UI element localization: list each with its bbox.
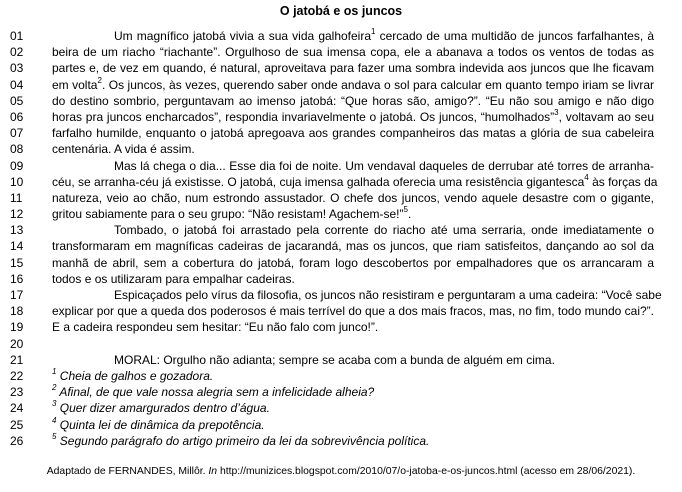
line-text bbox=[52, 287, 662, 303]
text-segment: Quer dizer amargurados dentro d’água. bbox=[56, 401, 270, 416]
text-segment: horas pra juncos encharcados”, respondia invariavelmente o jatobá. Os juncos, “humolhados” bbox=[52, 109, 555, 124]
text-segment: Cheia de galhos e gozadora. bbox=[56, 368, 214, 383]
text-line bbox=[0, 44, 682, 60]
line-text bbox=[52, 319, 654, 335]
line-number: 18 bbox=[10, 304, 24, 319]
text-line bbox=[0, 433, 682, 449]
line-number: 06 bbox=[10, 109, 24, 124]
text-segment: beira de um riacho “riachante”. Orgulhoso de sua imensa copa, ele a abanava a todos os ventos de todas as bbox=[52, 45, 654, 60]
text-segment: às forças da bbox=[588, 174, 658, 189]
footnote-marker: 3 bbox=[554, 107, 559, 117]
text-line bbox=[0, 319, 682, 335]
footnote-marker: 4 bbox=[52, 415, 57, 425]
text-line bbox=[0, 60, 682, 76]
line-number: 07 bbox=[10, 126, 24, 141]
text-line bbox=[0, 352, 682, 368]
text-line bbox=[0, 125, 682, 141]
line-text bbox=[52, 238, 654, 254]
text-segment: Mas lá chega o dia... Esse dia foi de noite. Um vendaval daqueles de derrubar até torres de arranha- bbox=[114, 158, 654, 173]
line-text bbox=[52, 206, 654, 222]
line-number: 21 bbox=[10, 352, 24, 367]
text-line bbox=[0, 158, 682, 174]
footnote-marker: 5 bbox=[403, 205, 408, 215]
text-segment: . bbox=[407, 207, 412, 222]
text-line bbox=[0, 238, 682, 254]
source-rest: http://munizices.blogspot.com/2010/07/o-jatoba-e-os-juncos.html (acesso em 28/06/2021). bbox=[217, 466, 636, 477]
line-text bbox=[52, 125, 654, 141]
line-number: 22 bbox=[10, 368, 24, 383]
text-line bbox=[0, 222, 682, 238]
line-text bbox=[52, 109, 654, 125]
text-line bbox=[0, 141, 682, 157]
line-number: 16 bbox=[10, 271, 24, 286]
line-number: 03 bbox=[10, 61, 24, 76]
line-number: 01 bbox=[10, 29, 24, 43]
text-segment: Quinta lei de dinâmica da prepotência. bbox=[56, 417, 265, 432]
source-citation bbox=[0, 465, 682, 479]
text-segment: , voltavam ao seu bbox=[558, 109, 654, 124]
line-text bbox=[52, 172, 658, 190]
line-text bbox=[52, 190, 654, 206]
text-line bbox=[0, 368, 682, 384]
document-title: O jatobá e os juncos bbox=[279, 4, 403, 18]
text-line bbox=[0, 93, 682, 109]
text-line bbox=[0, 206, 682, 222]
footnote-marker: 1 bbox=[52, 366, 57, 376]
text-segment: gritou sabiamente para o seu grupo: “Não resistam! Agachem-se!” bbox=[52, 207, 404, 222]
source-in: In bbox=[208, 466, 218, 477]
text-segment: cercado de uma multidão de juncos farfalhantes, à bbox=[375, 29, 654, 43]
line-text bbox=[52, 60, 654, 76]
text-segment: Tombado, o jatobá foi arrastado pela corrente do riacho até uma serraria, onde imediatamente o bbox=[114, 223, 654, 238]
line-text bbox=[52, 384, 654, 400]
line-text bbox=[52, 368, 654, 384]
line-number: 13 bbox=[10, 223, 24, 238]
text-line bbox=[0, 109, 682, 125]
footnote-marker: 2 bbox=[52, 383, 57, 393]
line-number: 19 bbox=[10, 320, 24, 335]
line-text bbox=[52, 44, 654, 60]
text-segment: natureza, veio ao chão, num estrondo assustador. O chefe dos juncos, vendo aquele desastre com o gigante, bbox=[52, 190, 654, 205]
line-text bbox=[52, 141, 654, 157]
text-segment: centenária. A vida é assim. bbox=[52, 142, 195, 157]
line-number: 24 bbox=[10, 401, 24, 416]
text-segment: E a cadeira respondeu sem hesitar: “Eu não falo com junco!”. bbox=[52, 320, 379, 335]
text-line bbox=[0, 417, 682, 433]
text-line bbox=[0, 271, 682, 287]
line-text bbox=[52, 271, 654, 287]
text-segment: Afinal, de que vale nossa alegria sem a infelicidade alheia? bbox=[56, 385, 375, 400]
footnote-marker: 4 bbox=[584, 172, 589, 182]
source-prefix: Adaptado de FERNANDES, Millôr. bbox=[46, 466, 209, 477]
text-segment: Espicaçados pelo vírus da filosofia, os juncos não resistiram e perguntaram a uma cadeira: “Você sabe bbox=[114, 288, 662, 302]
line-number: 26 bbox=[10, 433, 24, 448]
line-number: 20 bbox=[10, 336, 24, 351]
line-text bbox=[52, 400, 654, 416]
line-number: 02 bbox=[10, 45, 24, 60]
text-segment: em volta bbox=[52, 77, 98, 92]
footnote-marker: 3 bbox=[52, 399, 57, 409]
line-text bbox=[52, 255, 654, 271]
line-text bbox=[52, 417, 654, 433]
line-text bbox=[52, 303, 654, 319]
text-segment: Um magnífico jatobá vivia a sua vida galhofeira bbox=[114, 29, 372, 43]
text-line bbox=[0, 77, 682, 93]
numbered-text-lines bbox=[0, 28, 682, 449]
text-segment: Segundo parágrafo do artigo primeiro da lei da sobrevivência política. bbox=[56, 433, 430, 448]
footnote-marker: 5 bbox=[52, 431, 57, 441]
line-number: 11 bbox=[10, 190, 23, 205]
text-segment: partes e, de vez em quando, é natural, aproveitava para fazer uma sombra indevida aos juncos que lhe ficavam bbox=[52, 61, 654, 76]
line-text bbox=[52, 352, 654, 368]
line-number: 25 bbox=[10, 417, 24, 432]
line-text bbox=[52, 158, 654, 174]
text-line bbox=[0, 255, 682, 271]
line-number: 08 bbox=[10, 142, 24, 157]
text-line bbox=[0, 190, 682, 206]
text-line bbox=[0, 174, 682, 190]
text-segment: MORAL: Orgulho não adianta; sempre se acaba com a bunda de alguém em cima. bbox=[114, 352, 555, 367]
line-number: 05 bbox=[10, 93, 24, 108]
text-line bbox=[0, 336, 682, 352]
line-text bbox=[52, 433, 654, 449]
line-text bbox=[52, 77, 654, 93]
line-text bbox=[52, 93, 654, 109]
footnote-marker: 1 bbox=[371, 27, 376, 36]
text-line bbox=[0, 400, 682, 416]
text-line bbox=[0, 303, 682, 319]
line-number: 17 bbox=[10, 288, 24, 302]
line-number: 10 bbox=[10, 174, 24, 189]
footnote-marker: 2 bbox=[97, 75, 102, 85]
line-number: 12 bbox=[10, 207, 24, 222]
text-line bbox=[0, 384, 682, 400]
line-text bbox=[52, 28, 654, 44]
text-segment: céu, se arranha-céu já existisse. O jatobá, cuja imensa galhada oferecia uma resistência gigantesca bbox=[52, 174, 585, 189]
text-segment: farfalho humilde, enquanto o jatobá apregoava aos grandes companheiros das matas a glória de sua cabeleira bbox=[52, 126, 654, 141]
text-segment: do destino sombrio, perguntavam ao imenso jatobá: “Que horas são, amigo?”. “Eu não sou amigo e não digo bbox=[52, 93, 654, 108]
text-segment: manhã de abril, sem a cobertura do jatobá, foram logo descobertos por empalhadores que os arrancaram a bbox=[52, 255, 654, 270]
text-line bbox=[0, 287, 682, 303]
text-line bbox=[0, 28, 682, 44]
line-number: 09 bbox=[10, 158, 24, 173]
line-number: 04 bbox=[10, 77, 24, 92]
text-segment: todos e os utilizaram para empalhar cadeiras. bbox=[52, 271, 295, 286]
line-number: 14 bbox=[10, 239, 24, 254]
text-segment: transformaram em magníficas cadeiras de jacarandá, mas os juncos, que riam satisfeitos, dançando ao sol da bbox=[52, 239, 654, 254]
line-number: 23 bbox=[10, 385, 24, 400]
line-text bbox=[52, 222, 654, 238]
line-number: 15 bbox=[10, 255, 24, 270]
text-segment: . Os juncos, às vezes, querendo saber onde andava o sol para calcular em quanto tempo iriam se livrar bbox=[101, 77, 654, 92]
text-segment: explicar por que a queda dos poderosos é mais terrível do que a dos mais fracos, mas, no fim, todo mundo cai?”. bbox=[52, 304, 654, 319]
